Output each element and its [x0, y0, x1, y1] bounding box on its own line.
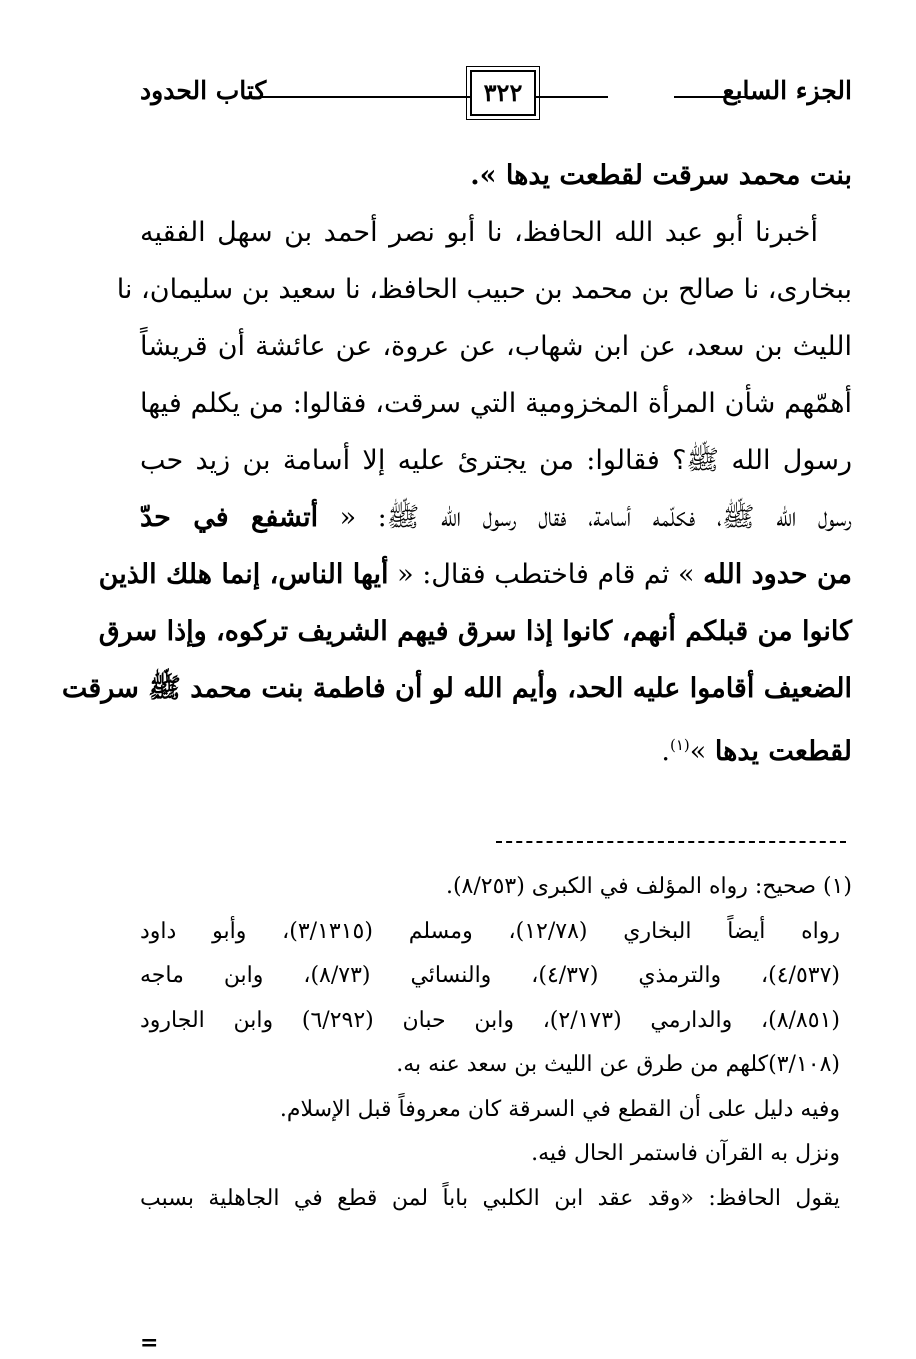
text-line-8a: من حدود الله	[703, 559, 852, 590]
text-line-1: بنت محمد سرقت لقطعت يدها ».	[470, 160, 852, 191]
text-line-4: الليث بن سعد، عن ابن شهاب، عن عروة، عن عائشة أن قريشاً	[140, 331, 852, 362]
text-line-9: كانوا من قبلكم أنهم، كانوا إذا سرق فيهم الشريف تركوه، وإذا سرق	[98, 616, 852, 647]
text-line-8c: أيها الناس، إنما هلك الذين	[98, 559, 389, 590]
text-line-7b: أتشفع في حدّ	[140, 502, 319, 533]
page-number-box: ٣٢٢	[470, 70, 536, 116]
footnote-line-4: (٨/٨٥١)، والدارمي (٢/١٧٣)، وابن حبان (٦/٢٩٢) وابن الجارود	[140, 1007, 840, 1033]
footnote-line-3: (٤/٥٣٧)، والترمذي (٤/٣٧)، والنسائي (٨/٧٣)، وابن ماجه	[140, 963, 840, 988]
text-line-10: الضعيف أقاموا عليه الحد، وأيم الله لو أن فاطمة بنت محمد ﷺ سرقت	[61, 673, 852, 704]
text-line-11b: »	[689, 736, 707, 767]
main-text	[61, 147, 852, 774]
footnote-line-5: (٣/١٠٨)كلهم من طرق عن الليث بن سعد عنه به.	[396, 1052, 840, 1077]
text-line-6: رسول الله ﷺ؟ فقالوا: من يجترئ عليه إلا أسامة بن زيد حب	[140, 445, 852, 476]
text-line-5: أهمّهم شأن المرأة المخزومية التي سرقت، فقالوا: من يكلم فيها	[140, 388, 852, 419]
footnote-line-7: ونزل به القرآن فاستمر الحال فيه.	[531, 1141, 840, 1166]
header-part-title: الجزء السابع	[722, 76, 852, 105]
text-line-2: أخبرنا أبو عبد الله الحافظ، نا أبو نصر أحمد بن سهل الفقيه	[140, 217, 818, 248]
text-line-8	[98, 546, 852, 603]
header-rule-left	[260, 96, 608, 98]
footnote-line-8: يقول الحافظ: «وقد عقد ابن الكلبي باباً لمن قطع في الجاهلية بسبب	[140, 1185, 840, 1211]
continuation-mark: =	[140, 1330, 159, 1356]
footnote-line-1: (١) صحيح: رواه المؤلف في الكبرى (٨/٢٥٣).	[445, 874, 852, 899]
footnote-line-2: رواه أيضاً البخاري (١٢/٧٨)، ومسلم (٣/١٣١٥)، وأبو داود	[140, 918, 840, 944]
text-line-8b: » ثم قام فاختطب فقال: «	[397, 559, 695, 590]
text-line-11	[140, 717, 852, 774]
text-line-3: ببخارى، نا صالح بن محمد بن حبيب الحافظ، نا سعيد بن سليمان، نا	[116, 274, 852, 305]
header-book-title: كتاب الحدود	[140, 76, 267, 105]
footnote-separator	[496, 841, 846, 843]
text-line-7	[140, 489, 852, 546]
text-line-7a: رسول الله ﷺ، فكلّمه أسامة، فقال رسول الله ﷺ: «	[339, 502, 852, 533]
running-header	[140, 70, 852, 120]
text-line-11a: لقطعت يدها	[714, 736, 852, 767]
footnotes	[140, 865, 852, 1221]
footnote-line-6: وفيه دليل على أن القطع في السرقة كان معروفاً قبل الإسلام.	[279, 1096, 840, 1122]
footnote-ref-1: (١)	[669, 736, 690, 754]
text-line-11c: .	[661, 736, 670, 767]
